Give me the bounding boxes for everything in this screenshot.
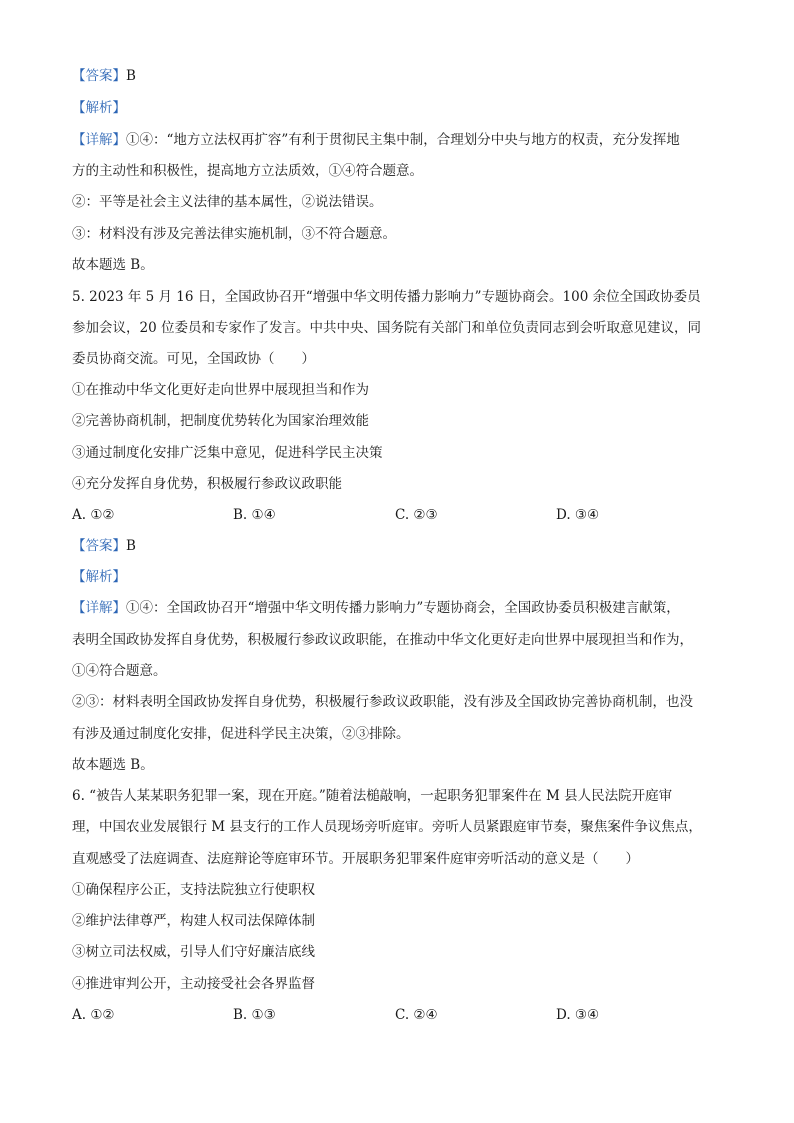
detail-text: ③：材料没有涉及完善法律实施机制，③不符合题意。 xyxy=(72,226,396,242)
option-d: D. ③④ xyxy=(556,1007,600,1023)
question-stem: 5. 2023 年 5 月 16 日，全国政协召开“增强中华文明传播力影响力”专题协商会。100 余位全国政协委员 xyxy=(72,289,701,305)
analysis-label: 【解析】 xyxy=(72,569,126,585)
detail-label: 【详解】 xyxy=(72,600,126,616)
option-c: C. ②③ xyxy=(395,507,438,523)
detail-text: ②：平等是社会主义法律的基本属性，②说法错误。 xyxy=(72,194,383,210)
conclusion: 故本题选 B。 xyxy=(72,257,154,273)
statement-item: ③树立司法权威，引导人们守好廉洁底线 xyxy=(72,944,315,960)
option-b: B. ①③ xyxy=(233,1007,276,1023)
detail-line xyxy=(72,130,732,150)
answer-label: 【答案】 xyxy=(72,538,126,554)
option-c: C. ②④ xyxy=(395,1007,438,1023)
question-stem: 理，中国农业发展银行 M 县支行的工作人员现场旁听庭审。旁听人员紧跟庭审节奏，聚焦案件争议焦点， xyxy=(72,819,702,835)
detail-text: 有涉及通过制度化安排，促进科学民主决策，②③排除。 xyxy=(72,726,410,742)
detail-text: ①④：“地方立法权再扩容”有利于贯彻民主集中制，合理划分中央与地方的权责，充分发挥地 xyxy=(126,132,680,148)
statement-item: ③通过制度化安排广泛集中意见，促进科学民主决策 xyxy=(72,445,383,461)
statement-item: ①确保程序公正，支持法院独立行使职权 xyxy=(72,882,315,898)
answer-line xyxy=(72,536,732,556)
statement-item: ②完善协商机制，把制度优势转化为国家治理效能 xyxy=(72,413,369,429)
detail-text: ②③：材料表明全国政协发挥自身优势，积极履行参政议政职能，没有涉及全国政协完善协商机制，也没 xyxy=(72,694,693,710)
statement-item: ④推进审判公开，主动接受社会各界监督 xyxy=(72,976,315,992)
answer-label: 【答案】 xyxy=(72,68,126,84)
option-d: D. ③④ xyxy=(556,507,600,523)
question-stem: 委员协商交流。可见，全国政协（ ） xyxy=(72,351,315,367)
detail-text: ①④符合题意。 xyxy=(72,663,167,679)
question-stem: 参加会议，20 位委员和专家作了发言。中共中央、国务院有关部门和单位负责同志到会听取意见建议，同 xyxy=(72,320,701,336)
answer-value: B xyxy=(126,538,136,554)
analysis-label: 【解析】 xyxy=(72,100,126,116)
statement-item: ④充分发挥自身优势，积极履行参政议政职能 xyxy=(72,476,342,492)
conclusion: 故本题选 B。 xyxy=(72,757,154,773)
detail-label: 【详解】 xyxy=(72,132,126,148)
question-stem: 6. “被告人某某职务犯罪一案，现在开庭。”随着法槌敲响，一起职务犯罪案件在 M 县人民法院开庭审 xyxy=(72,788,673,804)
question-stem: 直观感受了法庭调查、法庭辩论等庭审环节。开展职务犯罪案件庭审旁听活动的意义是（ ） xyxy=(72,851,639,867)
answer-line xyxy=(72,66,732,86)
option-a: A. ①② xyxy=(72,507,115,523)
option-b: B. ①④ xyxy=(233,507,276,523)
answer-value: B xyxy=(126,68,136,84)
detail-text: ①④：全国政协召开“增强中华文明传播力影响力”专题协商会，全国政协委员积极建言献策， xyxy=(126,600,680,616)
detail-line xyxy=(72,598,732,618)
detail-text: 表明全国政协发挥自身优势，积极履行参政议政职能，在推动中华文化更好走向世界中展现担当和作为， xyxy=(72,632,693,648)
statement-item: ②维护法律尊严，构建人权司法保障体制 xyxy=(72,913,315,929)
option-a: A. ①② xyxy=(72,1007,115,1023)
detail-text: 方的主动性和积极性，提高地方立法质效，①④符合题意。 xyxy=(72,163,423,179)
statement-item: ①在推动中华文化更好走向世界中展现担当和作为 xyxy=(72,382,369,398)
